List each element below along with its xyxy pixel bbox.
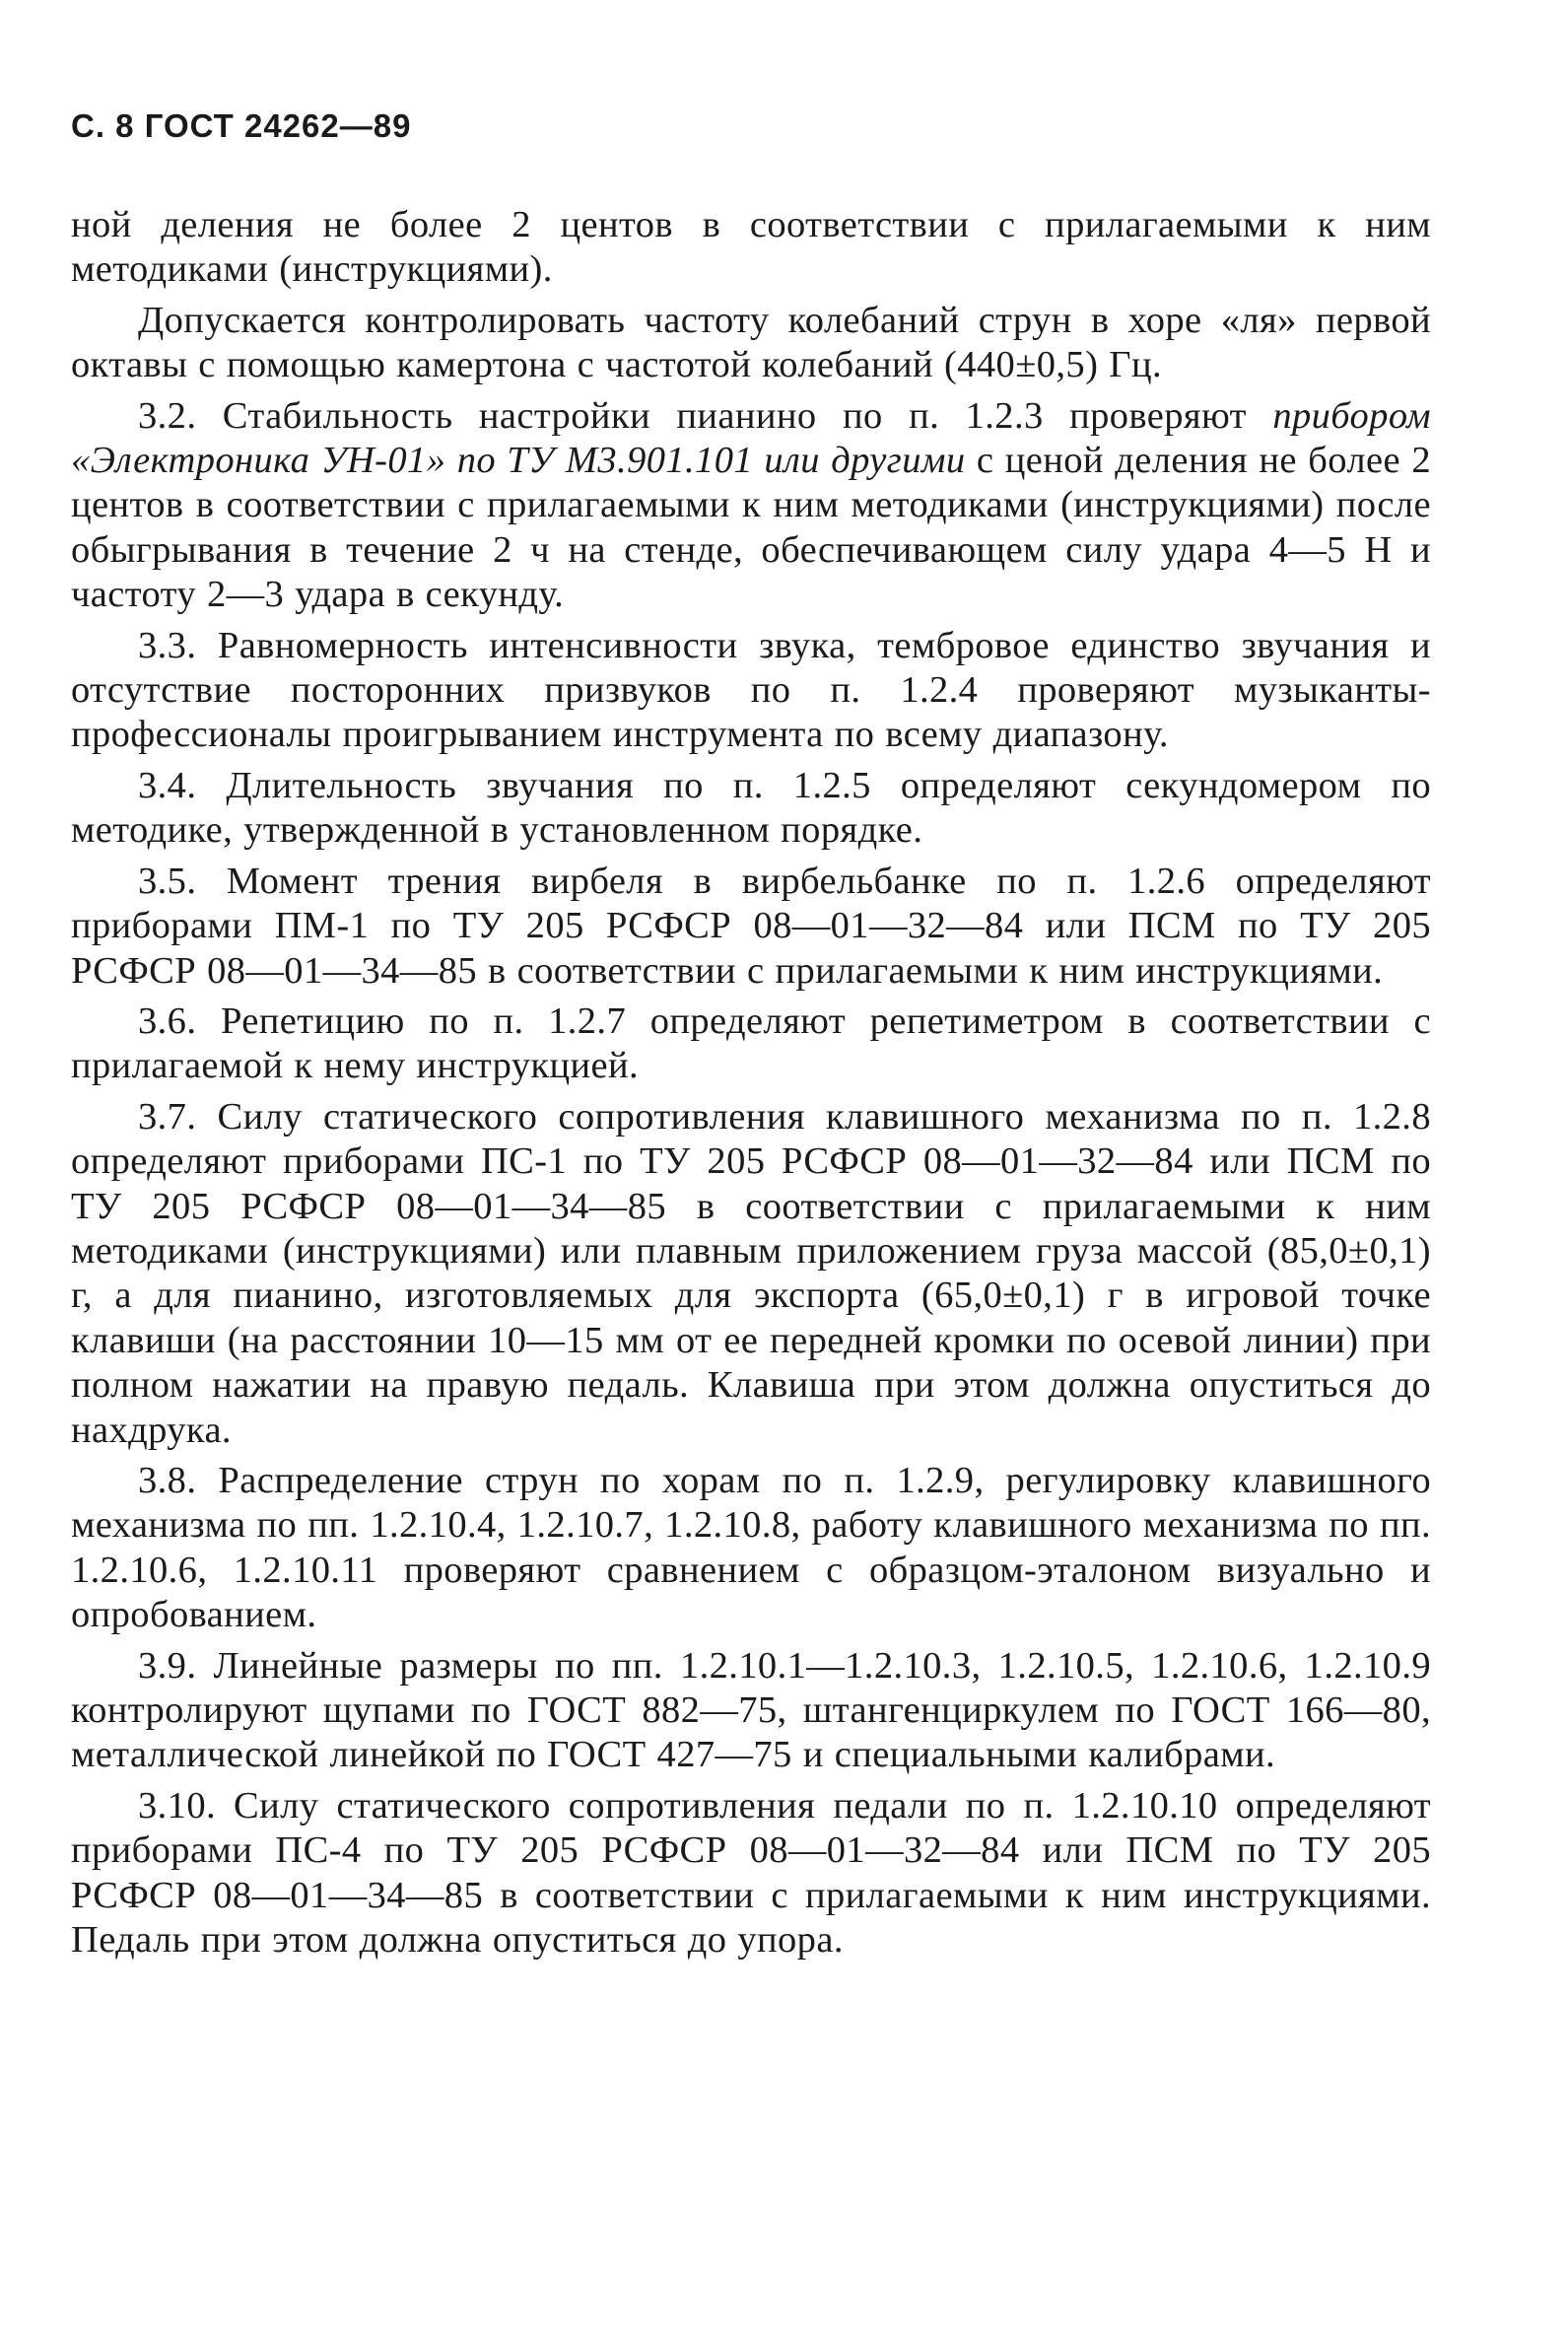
paragraph-3-7: 3.7. Силу статического сопротивления клавишного механизма по п. 1.2.8 определяют приборами ПС-1 по ТУ 205 РСФСР 08—01—32—84 или ПСМ по ТУ 205 РСФСР 08—01—34—85 в соответствии с прилагаемыми к ним методиками (инструкциями) или плавным приложением груза массой (85,0±0,1) г, а для пианино, изготовляемых для экспорта (65,0±0,1) г в игровой точке клавиши (на расстоянии 10—15 мм от ее передней кромки по осевой линии) при полном нажатии на правую педаль. Клавиша при этом должна опуститься до нахдрука. bbox=[71, 1095, 1431, 1451]
paragraph-3-8: 3.8. Распределение струн по хорам по п. 1.2.9, регулировку клавишного механизма по пп. 1.2.10.4, 1.2.10.7, 1.2.10.8, работу клавишного механизма по пп. 1.2.10.6, 1.2.10.11 проверяют сравнением с образцом-эталоном визуально и опробованием. bbox=[71, 1459, 1431, 1636]
paragraph-3-9: 3.9. Линейные размеры по пп. 1.2.10.1—1.2.10.3, 1.2.10.5, 1.2.10.6, 1.2.10.9 контролируют щупами по ГОСТ 882—75, штангенциркулем по ГОСТ 166—80, металлической линейкой по ГОСТ 427—75 и специальными калибрами. bbox=[71, 1644, 1431, 1776]
page-header: С. 8 ГОСТ 24262—89 bbox=[71, 107, 412, 144]
paragraph-tuning-fork: Допускается контролировать частоту колебаний струн в хоре «ля» первой октавы с помощью камертона с частотой колебаний (440±0,5) Гц. bbox=[71, 299, 1431, 386]
paragraph-continuation: ной деления не более 2 центов в соответствии с прилагаемыми к ним методиками (инструкциями). bbox=[71, 204, 1431, 291]
paragraph-3-2 bbox=[71, 394, 1431, 618]
paragraph-3-5: 3.5. Момент трения вирбеля в вирбельбанке по п. 1.2.6 определяют приборами ПМ-1 по ТУ 205 РСФСР 08—01—32—84 или ПСМ по ТУ 205 РСФСР 08—01—34—85 в соответствии с прилагаемыми к ним инструкциями. bbox=[71, 860, 1431, 992]
paragraph-3-2-pre: 3.2. Стабильность настройки пианино по п. 1.2.3 проверяют bbox=[138, 394, 1273, 437]
paragraph-3-3: 3.3. Равномерность интенсивности звука, тембровое единство звучания и отсутствие посторонних призвуков по п. 1.2.4 проверяют музыканты-профессионалы проигрыванием инструмента по всему диапазону. bbox=[71, 624, 1431, 756]
paragraph-3-2-post: с ценой деления не более 2 центов в соответствии с прилагаемыми к ним методиками (инструкциями) после обыгрывания в течение 2 ч на стенде, обеспечивающем силу удара 4—5 Н и частоту 2—3 удара в секунду. bbox=[71, 440, 1431, 616]
paragraph-3-10: 3.10. Силу статического сопротивления педали по п. 1.2.10.10 определяют приборами ПС-4 по ТУ 205 РСФСР 08—01—32—84 или ПСМ по ТУ 205 РСФСР 08—01—34—85 в соответствии с прилагаемыми к ним инструкциями. Педаль при этом должна опуститься до упора. bbox=[71, 1784, 1431, 1962]
paragraph-3-4: 3.4. Длительность звучания по п. 1.2.5 определяют секундомером по методике, утвержденной в установленном порядке. bbox=[71, 764, 1431, 852]
document-page bbox=[71, 106, 1431, 1968]
paragraph-3-2-italic: прибором «Электроника УН-01» по ТУ М3.901.101 или другими bbox=[71, 394, 1431, 482]
paragraph-3-6: 3.6. Репетицию по п. 1.2.7 определяют репетиметром в соответствии с прилагаемой к нему инструкцией. bbox=[71, 999, 1431, 1087]
